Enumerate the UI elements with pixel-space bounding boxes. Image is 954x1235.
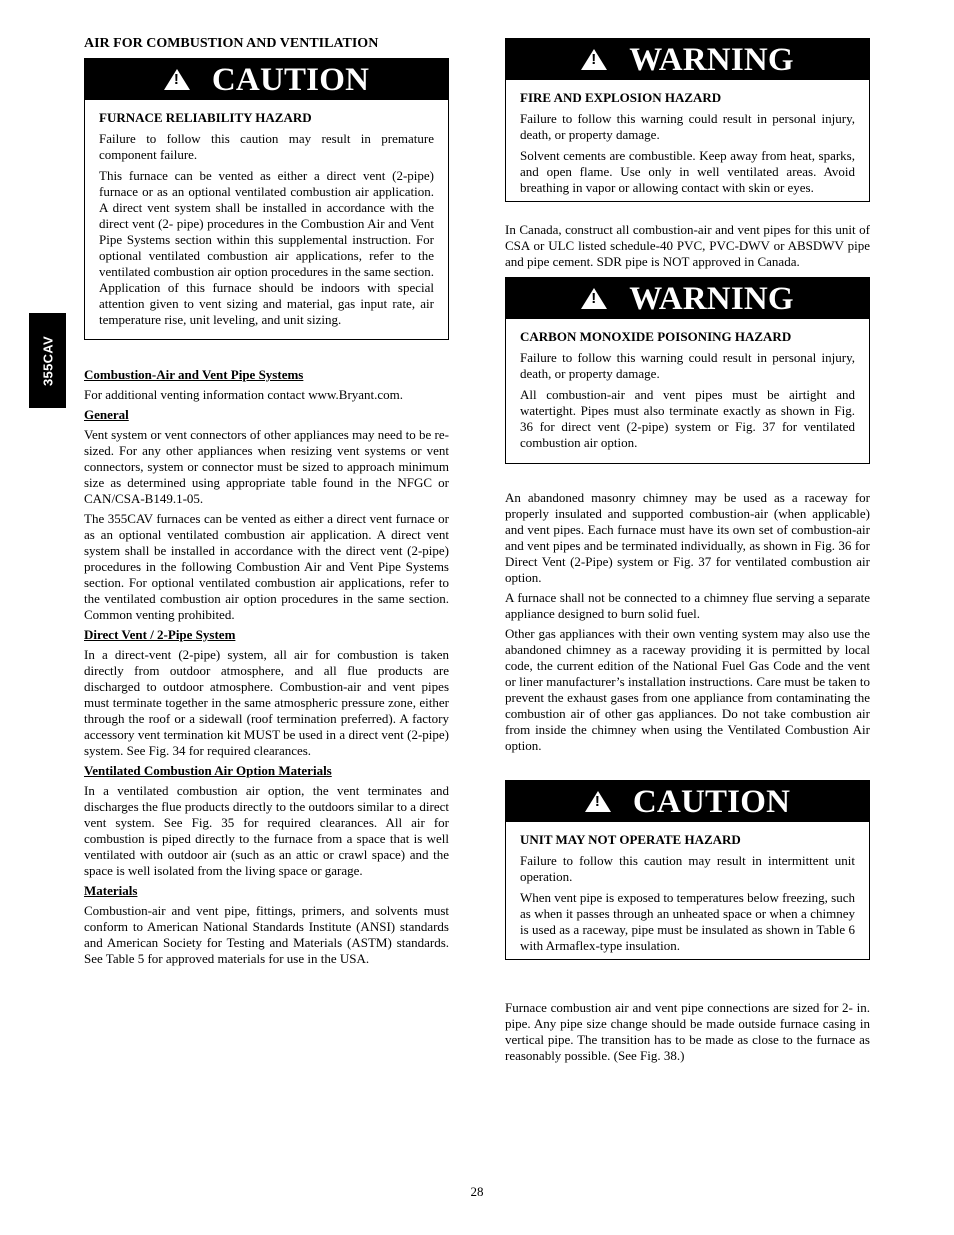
heading-direct-vent: Direct Vent / 2-Pipe System <box>84 627 236 642</box>
caution-text: Failure to follow this caution may result in intermittent unit operation. <box>520 853 855 884</box>
warning-triangle-icon: ! <box>585 791 611 812</box>
heading-ventilated-option: Ventilated Combustion Air Option Materials <box>84 763 332 778</box>
paragraph: In a direct-vent (2-pipe) system, all air for combustion is taken directly from outdoor atmosphere, and all flue products are discharged to outdoor atmosphere. Combustion-air and vent pipes must terminate together in the same atmospheric pressure zone, either through the roof or a sidewall (roof termination preferred). A factory accessory vent termination kit MUST be used in a direct vent (2-pipe) system. See Fig. 34 for required clearances. <box>84 647 449 758</box>
model-side-tab <box>29 313 66 408</box>
right-column <box>505 38 870 1068</box>
paragraph: For additional venting information contact www.Bryant.com. <box>84 387 404 402</box>
heading-vent-systems: Combustion-Air and Vent Pipe Systems <box>84 367 304 382</box>
warning-box-fire <box>505 38 870 202</box>
paragraph: In a ventilated combustion air option, the vent terminates and discharges the flue products directly to the outdoors similar to a direct vent system. See Fig. 35 for required clearances. All air for combustion is piped directly to the furnace from a space that is well ventilated with outdoor air (such as an attic or crawl space) and the space is well isolated from the living space or garage. <box>84 783 449 878</box>
caution-text: When vent pipe is exposed to temperatures below freezing, such as when it passes through an unheated space or when a chimney is used as a raceway, pipe must be insulated as shown in Table 6 with Armaflex-type insulation. <box>520 890 855 953</box>
hazard-title: FURNACE RELIABILITY HAZARD <box>99 110 312 125</box>
warning-header <box>506 278 869 319</box>
paragraph: Vent system or vent connectors of other appliances may need to be re-sized. For any other appliances when resizing vent systems or vent connectors, system or connector must be sized to approach minimum size as determined using appropriate table found in the NFGC or CAN/CSA-B149.1-05. <box>84 427 449 506</box>
paragraph: The 355CAV furnaces can be vented as either a direct vent furnace or as an optional ventilated combustion air application. A direct vent system shall be installed in accordance with the direct vent (2-pipe) procedures in the following Combustion Air and Vent Pipe Systems section. For optional ventilated combustion air applications, refer to the ventilated combustion air option procedures in the same section. Common venting prohibited. <box>84 511 449 622</box>
warning-text: Solvent cements are combustible. Keep away from heat, sparks, and open flame. Use only in well ventilated areas. Avoid breathing in vapor or allowing contact with skin or eyes. <box>520 148 855 195</box>
caution-label: CAUTION <box>632 783 791 820</box>
caution-header <box>85 59 448 100</box>
hazard-title: CARBON MONOXIDE POISONING HAZARD <box>520 329 792 344</box>
warning-triangle-icon: ! <box>581 49 607 70</box>
paragraph: An abandoned masonry chimney may be used as a raceway for properly insulated and supported combustion-air (when applicable) and vent pipes. Each furnace must have its own set of combustion-air and vent pipes and be terminated individually, as shown in Fig. 36 for Direct Vent (2-Pipe) system or Fig. 37 for ventilated combustion air option. <box>505 490 870 585</box>
warning-text: Failure to follow this warning could result in personal injury, death, or property damage. <box>520 350 855 381</box>
warning-text: Failure to follow this warning could result in personal injury, death, or property damage. <box>520 111 855 142</box>
caution-header <box>506 781 869 822</box>
paragraph: In Canada, construct all combustion-air and vent pipes for this unit of CSA or ULC listed schedule-40 PVC, PVC-DWV or ABSDWV pipe and pipe cement. SDR pipe is NOT approved in Canada. <box>505 222 870 269</box>
caution-box-reliability <box>84 58 449 340</box>
hazard-title: FIRE AND EXPLOSION HAZARD <box>520 90 722 105</box>
warning-header <box>506 39 869 80</box>
warning-label: WARNING <box>629 280 794 317</box>
paragraph: A furnace shall not be connected to a chimney flue serving a separate appliance designed to burn solid fuel. <box>505 590 870 621</box>
caution-label: CAUTION <box>211 61 370 98</box>
warning-box-carbon-monoxide <box>505 277 870 464</box>
warning-triangle-icon: ! <box>164 69 190 90</box>
caution-box-unit-operation <box>505 780 870 960</box>
paragraph: Other gas appliances with their own venting system may also use the abandoned chimney as a raceway providing it is permitted by local code, the current edition of the National Fuel Gas Code and the vent or liner manufacturer’s installation instructions. Care must be taken to prevent the exhaust gases from one appliance from contaminating the combustion air of other gas appliances. Do not take combustion air from inside the chimney when using the Ventilated Combustion Air option. <box>505 626 870 753</box>
paragraph: Combustion-air and vent pipe, fittings, primers, and solvents must conform to American National Standards Institute (ANSI) standards and American Society for Testing and Materials (ASTM) standards. See Table 5 for approved materials for use in the USA. <box>84 903 449 966</box>
page-number: 28 <box>470 1184 484 1199</box>
section-title: AIR FOR COMBUSTION AND VENTILATION <box>84 36 379 51</box>
warning-text: All combustion-air and vent pipes must be airtight and watertight. Pipes must also terminate exactly as shown in Fig. 36 for direct vent (2-pipe) system or Fig. 37 for ventilated combustion air option. <box>520 387 855 450</box>
heading-general: General <box>84 407 129 422</box>
left-column <box>84 36 449 971</box>
hazard-title: UNIT MAY NOT OPERATE HAZARD <box>520 832 741 847</box>
model-label: 355CAV <box>40 335 55 386</box>
heading-materials: Materials <box>84 883 138 898</box>
caution-text: This furnace can be vented as either a direct vent (2-pipe) furnace or as an optional ventilated combustion air application. A direct vent system shall be installed in accordance with the direct vent (2- pipe) procedures in the Combustion Air and Vent Pipe Systems section within this supplemental instruction. For optional ventilated combustion air applications, refer to the ventilated combustion air option procedures in the same section. Application of this furnace should be indoors with special attention given to vent sizing and material, gas input rate, air temperature rise, unit leveling, and unit sizing. <box>99 168 434 327</box>
warning-triangle-icon: ! <box>581 288 607 309</box>
caution-text: Failure to follow this caution may result in premature component failure. <box>99 131 434 162</box>
paragraph: Furnace combustion air and vent pipe connections are sized for 2- in. pipe. Any pipe size change should be made outside furnace casing in vertical pipe. The transition has to be made as close to the furnace as reasonably possible. (See Fig. 38.) <box>505 1000 870 1063</box>
warning-label: WARNING <box>629 41 794 78</box>
